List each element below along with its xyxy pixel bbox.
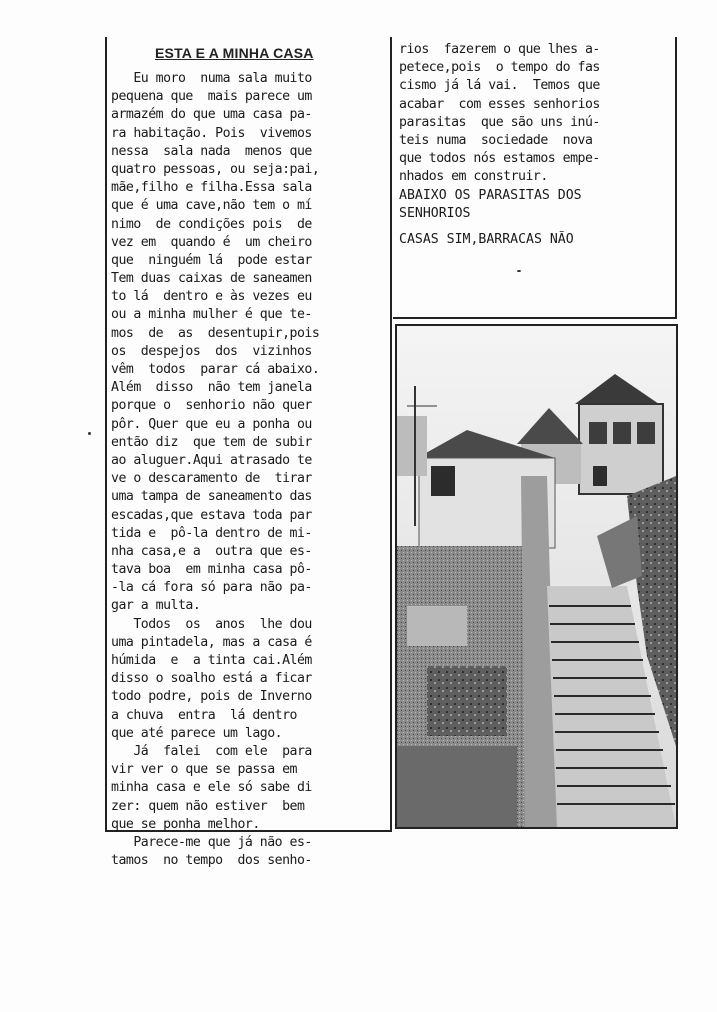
paper-speck xyxy=(88,432,91,435)
text-line: que todos nós estamos empe- xyxy=(399,151,600,167)
text-line: nessa sala nada menos que xyxy=(111,143,312,159)
slogan-line: CASAS SIM,BARRACAS NÃO xyxy=(399,232,574,248)
text-line: ou a minha mulher é que te- xyxy=(111,307,312,323)
text-line: pequena que mais parece um xyxy=(111,89,312,105)
text-line: cismo já lá vai. Temos que xyxy=(399,78,600,94)
text-line: rios fazerem o que lhes a- xyxy=(399,42,600,57)
text-line: ra habitação. Pois vivemos xyxy=(111,125,312,141)
slogan-line: ABAIXO OS PARASITAS DOS xyxy=(399,188,582,203)
text-line: a chuva entra lá dentro xyxy=(111,707,297,723)
text-line: nhados em construir. xyxy=(399,169,548,185)
text-line: que até parece um lago. xyxy=(111,725,283,741)
text-line: quatro pessoas, ou seja:pai, xyxy=(111,161,320,177)
text-line: que se ponha melhor. xyxy=(111,816,260,832)
text-line: Além disso não tem janela xyxy=(111,380,312,396)
text-line: que ninguém lá pode estar xyxy=(111,252,312,268)
text-line: Todos os anos lhe dou xyxy=(111,616,312,632)
text-line: vir ver o que se passa em xyxy=(111,762,297,778)
text-line: uma pintadela, mas a casa é xyxy=(111,634,312,650)
text-line: que é uma cave,não tem o mí xyxy=(111,198,312,214)
article-body-left xyxy=(111,70,386,870)
text-line: uma tampa de saneamento das xyxy=(111,489,312,505)
text-line: porque o senhorio não quer xyxy=(111,398,312,414)
article-left-column xyxy=(105,37,392,869)
text-line: disso o soalho está a ficar xyxy=(111,671,312,687)
text-line: gar a multa. xyxy=(111,598,201,614)
text-line: nimo de condições pois de xyxy=(111,216,312,232)
text-line: petece,pois o tempo do fas xyxy=(399,60,600,76)
text-line: Parece-me que já não es- xyxy=(111,834,312,850)
article-right-column xyxy=(393,37,677,319)
text-line: Eu moro numa sala muito xyxy=(111,71,312,86)
photo-image xyxy=(397,326,676,827)
text-line: acabar com esses senhorios xyxy=(399,96,600,112)
text-line: húmida e a tinta cai.Além xyxy=(111,653,312,668)
text-line: teis numa sociedade nova xyxy=(399,132,593,148)
text-line: to lá dentro e às vezes eu xyxy=(111,289,312,305)
text-line: Já falei com ele para xyxy=(111,743,312,759)
text-line: nha casa,e a outra que es- xyxy=(111,543,312,559)
text-line: então diz que tem de subir xyxy=(111,434,312,450)
text-line: pôr. Quer que eu a ponha ou xyxy=(111,416,312,432)
text-line: ve o descaramento de tirar xyxy=(111,471,312,487)
text-line: vez em quando é um cheiro xyxy=(111,234,312,250)
article-headline: ESTA E A MINHA CASA xyxy=(155,45,314,61)
text-line: Tem duas caixas de saneamen xyxy=(111,271,312,287)
text-line: armazém do que uma casa pa- xyxy=(111,107,312,123)
text-line: zer: quem não estiver bem xyxy=(111,798,305,814)
text-line: tida e pô-la dentro de mi- xyxy=(111,525,312,541)
article-body-right xyxy=(399,41,671,187)
text-line: minha casa e ele só sabe di xyxy=(111,780,312,796)
text-line: tamos no tempo dos senho- xyxy=(111,853,312,869)
photo-hillside-stairs xyxy=(395,324,678,829)
text-line: escadas,que estava toda par xyxy=(111,507,312,523)
paper-speck xyxy=(517,270,521,272)
text-line: mos de as desentupir,pois xyxy=(111,325,320,341)
text-line: ao aluguer.Aqui atrasado te xyxy=(111,452,312,468)
text-line: -la cá fora só para não pa- xyxy=(111,580,312,596)
slogans-block xyxy=(399,187,671,250)
text-line: vêm todos parar cá abaixo. xyxy=(111,362,320,377)
text-line: todo podre, pois de Inverno xyxy=(111,689,312,705)
text-line: mãe,filho e filha.Essa sala xyxy=(111,180,312,196)
text-line: tava boa em minha casa pô- xyxy=(111,562,312,578)
text-line: os despejos dos vizinhos xyxy=(111,343,312,359)
slogan-line: SENHORIOS xyxy=(399,206,471,222)
text-line: parasitas que são uns inú- xyxy=(399,114,600,130)
